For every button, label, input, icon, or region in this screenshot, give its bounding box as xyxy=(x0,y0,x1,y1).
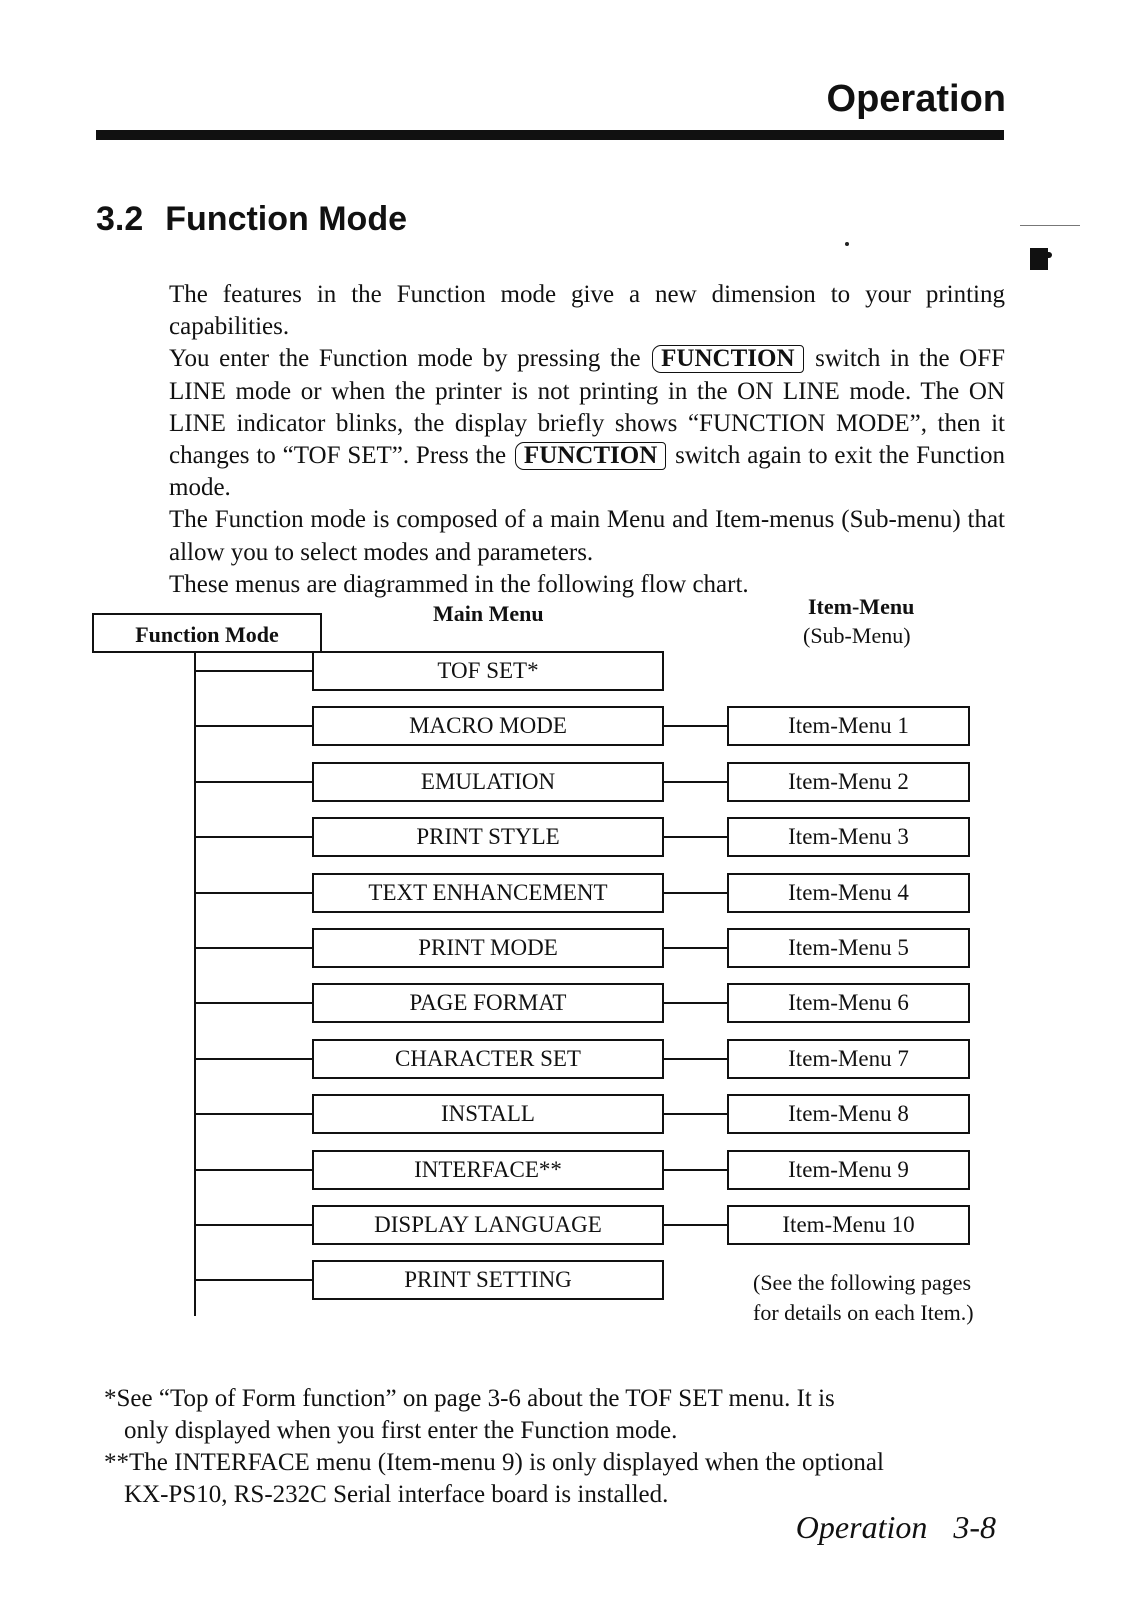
item-menu-box: Item-Menu 7 xyxy=(727,1039,970,1079)
flow-branch-line xyxy=(194,836,312,838)
margin-rule xyxy=(1020,225,1080,226)
main-menu-box: PRINT MODE xyxy=(312,928,664,968)
item-menu-box: Item-Menu 1 xyxy=(727,706,970,746)
p2-before-text: You enter the Function mode by pressing the xyxy=(169,345,641,373)
item-connector-line xyxy=(664,1002,727,1004)
item-menu-box: Item-Menu 6 xyxy=(727,983,970,1023)
item-connector-line xyxy=(664,1058,727,1060)
page-footer xyxy=(796,1509,996,1546)
p2-after-text: switch in the OFF LINE mode or when the printer is not printing in the ON LINE mode. The ON LINE indicator blinks, the display briefly shows “FUNCTION MODE”, then it changes to “TOF SET”. Press the xyxy=(169,345,1006,470)
function-key: FUNCTION xyxy=(515,442,666,470)
item-menu-box: Item-Menu 8 xyxy=(727,1094,970,1134)
thumb-tab-marker xyxy=(1030,248,1048,270)
item-menu-box: Item-Menu 2 xyxy=(727,762,970,802)
flow-branch-line xyxy=(194,1002,312,1004)
flow-branch-line xyxy=(194,947,312,949)
footer-label: Operation xyxy=(795,1509,928,1545)
item-connector-line xyxy=(664,1224,727,1226)
function-mode-root-box: Function Mode xyxy=(92,613,322,653)
main-menu-box: TOF SET* xyxy=(312,651,664,691)
main-menu-box: INTERFACE** xyxy=(312,1150,664,1190)
flow-branch-line xyxy=(194,1224,312,1226)
item-menu-heading: Item-Menu xyxy=(808,594,915,619)
main-menu-box: PRINT SETTING xyxy=(312,1260,664,1300)
section-number: 3.2 xyxy=(96,200,144,238)
main-menu-heading: Main Menu xyxy=(433,601,544,626)
see-following-pages-note: (See the following pages for details on each Item.) xyxy=(753,1270,974,1325)
flow-branch-line xyxy=(194,1279,312,1281)
header-rule xyxy=(96,130,1004,140)
footnote-tof-cont: only displayed when you first enter the Function mode. xyxy=(124,1417,678,1444)
flow-branch-line xyxy=(194,725,312,727)
speck xyxy=(845,242,849,246)
p2-end-text: switch again to exit the Function mode. xyxy=(169,442,1005,502)
footnote-tof: *See “Top of Form function” on page 3-6 about the TOF SET menu. It is xyxy=(104,1385,835,1412)
function-key: FUNCTION xyxy=(652,345,803,373)
item-connector-line xyxy=(664,947,727,949)
item-menu-box: Item-Menu 5 xyxy=(727,928,970,968)
item-menu-box: Item-Menu 9 xyxy=(727,1150,970,1190)
section-heading xyxy=(96,200,407,239)
flow-branch-line xyxy=(194,1113,312,1115)
main-menu-box: MACRO MODE xyxy=(312,706,664,746)
item-connector-line xyxy=(664,781,727,783)
flow-branch-line xyxy=(194,781,312,783)
running-header: Operation xyxy=(826,78,1006,120)
section-title: Function Mode xyxy=(165,200,408,238)
main-menu-box: EMULATION xyxy=(312,762,664,802)
main-menu-box: PAGE FORMAT xyxy=(312,983,664,1023)
item-menu-subheading: (Sub-Menu) xyxy=(803,623,911,648)
main-menu-box: TEXT ENHANCEMENT xyxy=(312,873,664,913)
item-menu-box: Item-Menu 10 xyxy=(727,1205,970,1245)
main-menu-box: DISPLAY LANGUAGE xyxy=(312,1205,664,1245)
flow-branch-line xyxy=(194,1169,312,1171)
item-connector-line xyxy=(664,1113,727,1115)
body-text xyxy=(169,279,1005,601)
item-connector-line xyxy=(664,1169,727,1171)
paragraph-enter-function xyxy=(169,343,1005,504)
main-menu-box: PRINT STYLE xyxy=(312,817,664,857)
footnote-interface: **The INTERFACE menu (Item-menu 9) is only displayed when the optional xyxy=(104,1449,884,1476)
paragraph-flow-chart: These menus are diagrammed in the following flow chart. xyxy=(169,570,749,598)
flow-branch-line xyxy=(194,1058,312,1060)
page-number: 3-8 xyxy=(953,1509,996,1545)
paragraph-menu-structure: The Function mode is composed of a main Menu and Item-menus (Sub-menu) that allow you to select modes and parameters. xyxy=(169,506,1005,566)
item-connector-line xyxy=(664,836,727,838)
item-menu-box: Item-Menu 4 xyxy=(727,873,970,913)
flow-branch-line xyxy=(194,670,312,672)
paragraph-intro: The features in the Function mode give a new dimension to your printing capabilities. xyxy=(169,281,1005,341)
footnote-interface-cont: KX-PS10, RS-232C Serial interface board is installed. xyxy=(124,1481,669,1508)
item-menu-box: Item-Menu 3 xyxy=(727,817,970,857)
footnotes xyxy=(104,1383,1004,1511)
item-connector-line xyxy=(664,892,727,894)
main-menu-box: INSTALL xyxy=(312,1094,664,1134)
flow-branch-line xyxy=(194,892,312,894)
main-menu-box: CHARACTER SET xyxy=(312,1039,664,1079)
flow-trunk-line xyxy=(194,653,196,1316)
item-connector-line xyxy=(664,725,727,727)
